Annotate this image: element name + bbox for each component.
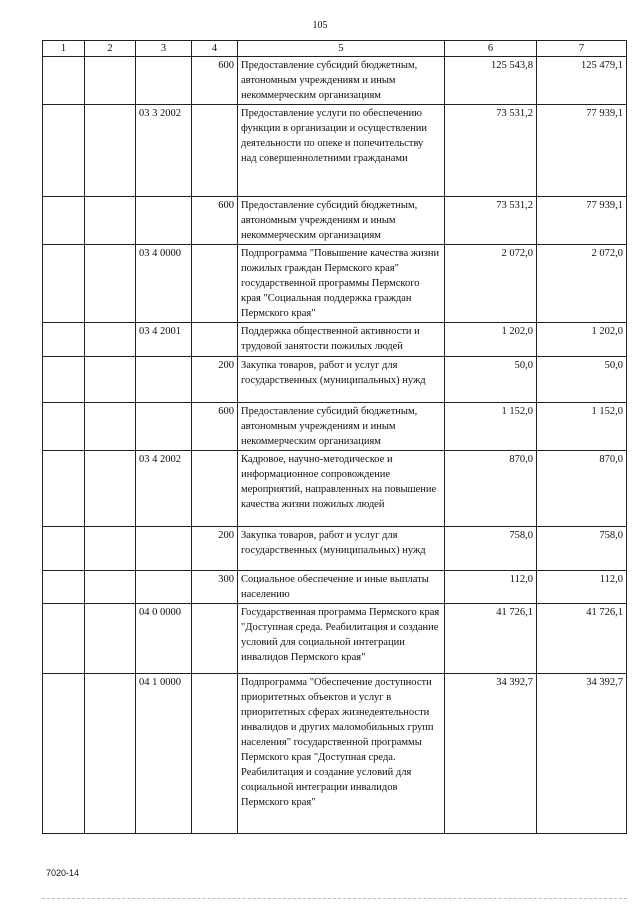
cell-amount-1: 112,0 [445,571,537,604]
cell-description: Предоставление услуги по обеспечению функции в организации и осуществлении деятельности по опеке и попечительству над совершеннолетними гражданами [238,105,445,197]
cell-amount-2: 1 152,0 [537,403,627,451]
cell-col-1 [43,245,85,323]
cell-expense-type [192,604,238,674]
cell-amount-2: 41 726,1 [537,604,627,674]
cell-description: Подпрограмма "Обеспечение доступности приоритетных объектов и услуг в приоритетных сферах жизнедеятельности инвалидов и других маломобильных групп населения" государственной программы Пермского края "Доступная среда. Реабилитация и создание условий для социальной интеграции инвалидов Пермского края" [238,674,445,834]
cell-code [136,527,192,571]
table-row [43,105,627,197]
cell-code [136,57,192,105]
cell-amount-1: 2 072,0 [445,245,537,323]
table-row [43,245,627,323]
cell-col-2 [85,57,136,105]
table-row [43,527,627,571]
cell-code: 03 4 2001 [136,323,192,357]
cell-col-2 [85,323,136,357]
cell-amount-1: 73 531,2 [445,105,537,197]
cell-description: Предоставление субсидий бюджетным, автономным учреждениям и иным некоммерческим организациям [238,403,445,451]
cell-expense-type [192,323,238,357]
cell-col-2 [85,527,136,571]
cell-expense-type: 600 [192,197,238,245]
cell-amount-1: 50,0 [445,357,537,403]
cell-amount-2: 2 072,0 [537,245,627,323]
cell-col-2 [85,245,136,323]
document-code: 7020-14 [46,868,80,878]
cell-col-1 [43,451,85,527]
cell-col-2 [85,674,136,834]
cell-expense-type: 200 [192,357,238,403]
cell-col-2 [85,451,136,527]
cell-description: Предоставление субсидий бюджетным, автономным учреждениям и иным некоммерческим организациям [238,57,445,105]
header-col-3: 3 [136,41,192,57]
cell-col-2 [85,604,136,674]
cell-code [136,197,192,245]
cell-amount-1: 1 202,0 [445,323,537,357]
cell-code: 04 0 0000 [136,604,192,674]
cell-description: Закупка товаров, работ и услуг для государственных (муниципальных) нужд [238,357,445,403]
cell-col-1 [43,604,85,674]
cell-expense-type [192,105,238,197]
cell-col-2 [85,571,136,604]
header-col-1: 1 [43,41,85,57]
cell-col-1 [43,571,85,604]
table-row [43,197,627,245]
cell-amount-2: 870,0 [537,451,627,527]
cell-expense-type [192,674,238,834]
cell-amount-2: 1 202,0 [537,323,627,357]
cell-code [136,403,192,451]
cell-amount-1: 758,0 [445,527,537,571]
header-col-6: 6 [445,41,537,57]
cell-expense-type: 200 [192,527,238,571]
cell-amount-1: 73 531,2 [445,197,537,245]
cell-col-1 [43,57,85,105]
header-col-2: 2 [85,41,136,57]
cell-col-2 [85,357,136,403]
cell-expense-type [192,451,238,527]
cell-amount-1: 1 152,0 [445,403,537,451]
cell-description: Социальное обеспечение и иные выплаты населению [238,571,445,604]
cell-code: 03 4 0000 [136,245,192,323]
cell-amount-2: 77 939,1 [537,105,627,197]
table-row [43,57,627,105]
cell-code: 03 3 2002 [136,105,192,197]
cell-amount-2: 125 479,1 [537,57,627,105]
table-row [43,323,627,357]
cell-description: Предоставление субсидий бюджетным, автономным учреждениям и иным некоммерческим организациям [238,197,445,245]
page-number: 105 [312,20,328,31]
cell-description: Закупка товаров, работ и услуг для государственных (муниципальных) нужд [238,527,445,571]
cell-expense-type: 600 [192,403,238,451]
cell-amount-1: 41 726,1 [445,604,537,674]
cell-expense-type [192,245,238,323]
table-row [43,451,627,527]
cell-col-1 [43,105,85,197]
header-col-4: 4 [192,41,238,57]
budget-table [42,40,627,834]
cell-col-2 [85,105,136,197]
cell-code [136,571,192,604]
table-row [43,403,627,451]
cell-expense-type: 600 [192,57,238,105]
cell-col-1 [43,357,85,403]
cell-amount-1: 125 543,8 [445,57,537,105]
cell-code: 04 1 0000 [136,674,192,834]
header-row [43,41,627,57]
cell-col-2 [85,403,136,451]
cell-expense-type: 300 [192,571,238,604]
cell-code [136,357,192,403]
header-col-7: 7 [537,41,627,57]
header-col-5: 5 [238,41,445,57]
cell-amount-2: 758,0 [537,527,627,571]
bottom-divider [42,898,627,899]
cell-description: Кадровое, научно-методическое и информационное сопровождение мероприятий, направленных на повышение качества жизни пожилых людей [238,451,445,527]
cell-description: Государственная программа Пермского края "Доступная среда. Реабилитация и создание условий для социальной интеграции инвалидов Пермского края" [238,604,445,674]
cell-description: Подпрограмма "Повышение качества жизни пожилых граждан Пермского края" государственной программы Пермского края "Социальная поддержка граждан Пермского края" [238,245,445,323]
cell-description: Поддержка общественной активности и трудовой занятости пожилых людей [238,323,445,357]
cell-col-1 [43,403,85,451]
cell-code: 03 4 2002 [136,451,192,527]
cell-col-1 [43,197,85,245]
cell-col-1 [43,527,85,571]
cell-col-1 [43,674,85,834]
cell-amount-2: 77 939,1 [537,197,627,245]
cell-col-2 [85,197,136,245]
cell-amount-1: 34 392,7 [445,674,537,834]
cell-amount-1: 870,0 [445,451,537,527]
table-row [43,357,627,403]
cell-amount-2: 50,0 [537,357,627,403]
cell-col-1 [43,323,85,357]
table-row [43,571,627,604]
cell-amount-2: 112,0 [537,571,627,604]
cell-amount-2: 34 392,7 [537,674,627,834]
table-row [43,604,627,674]
table-row [43,674,627,834]
